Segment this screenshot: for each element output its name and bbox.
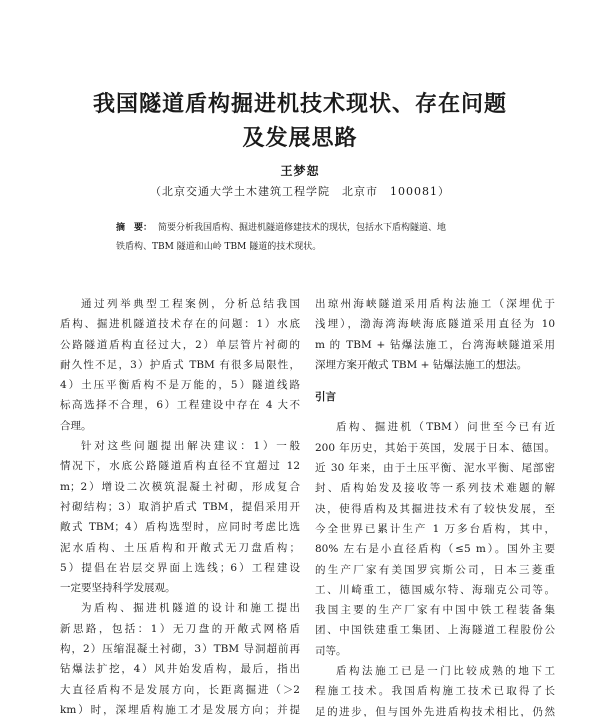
text-line: 出琼州海峡隧道采用盾构法施工（深埋优于 — [315, 298, 555, 310]
text-line: 为盾构、掘进机隧道的设计和施工提出 — [81, 602, 300, 615]
paper-title-line-1: 我国隧道盾构掘进机技术现状、存在问题 — [92, 92, 507, 117]
text-line: 大直径盾构不是发展方向，长距离掘进（＞2 — [60, 683, 300, 696]
section-heading-introduction: 引言 — [315, 391, 336, 404]
text-line: 衬砌结构；3）取消护盾式 TBM，提倡采用开 — [60, 500, 300, 513]
text-line: 200 年历史，其始于英国，发展于日本、德国。 — [315, 441, 555, 454]
right-column-continuation — [315, 294, 555, 375]
text-line: 5）提倡在岩层交界面上选线；6）工程建设 — [60, 561, 300, 574]
text-line: 盾构、掘进机（TBM）问世至今已有近 — [336, 421, 555, 434]
text-line: 80% 左右是小直径盾构（≤5 m）。国外主要 — [315, 543, 555, 556]
text-line: 盾构、掘进机隧道技术存在的问题：1）水底 — [60, 318, 300, 331]
text-line: 构，2）压缩混凝土衬砌，3）TBM 导洞超前再 — [60, 643, 300, 656]
text-line: 深埋方案开敞式 TBM + 钻爆法施工的想法。 — [315, 358, 528, 371]
text-line: 公路隧道盾构直径过大，2）单层管片衬砌的 — [60, 338, 300, 351]
text-line: 的生产厂家有美国罗宾斯公司，日本三菱重 — [315, 563, 555, 576]
left-text-column — [60, 294, 300, 717]
text-line: 盾构法施工已是一门比较成熟的地下工 — [336, 665, 555, 678]
text-line: 我国主要的生产厂家有中国中铁工程装备集 — [315, 604, 555, 617]
text-line: 泥水盾构、土压盾构和开敞式无刀盘盾构； — [60, 541, 300, 554]
text-line: 耐久性不足，3）护盾式 TBM 有很多局限性， — [60, 358, 300, 371]
text-line: 合理。 — [60, 419, 92, 432]
text-line: 封、盾构始发及接收等一系列技术难题的解 — [315, 482, 555, 495]
author-affiliation: （北京交通大学土木建筑工程学院 北京市 100081） — [150, 185, 450, 198]
text-line: km）时，深埋盾构施工才是发展方向；并提 — [60, 703, 300, 716]
text-line: 钻爆法扩挖，4）风井始发盾构，最后，指出 — [60, 663, 300, 676]
text-line: 敞式 TBM；4）盾构选型时，应同时考虑比选 — [60, 521, 300, 534]
text-line: 今全世界已累计生产 1 万多台盾构，其中， — [315, 522, 555, 535]
abstract-line-2: 铁盾构、TBM 隧道和山岭 TBM 隧道的技术现状。 — [116, 242, 322, 252]
text-line: 情况下，水底公路隧道盾构直径不宜超过 12 — [60, 460, 300, 473]
text-line: 决，使得盾构及其掘进技术有了较快发展，至 — [315, 502, 555, 515]
text-line: 通过列举典型工程案例，分析总结我国 — [81, 298, 300, 310]
author-name: 王梦恕 — [280, 164, 320, 178]
abstract-line-1 — [116, 218, 516, 238]
paper-title-line-2: 及发展思路 — [242, 126, 358, 151]
text-line: 一定要坚持科学发展观。 — [60, 582, 176, 595]
text-line: 新思路，包括：1）无刀盘的开敞式网格盾 — [60, 622, 300, 635]
text-line: m；2）增设二次模筑混凝土衬砌，形成复合 — [60, 480, 300, 493]
introduction-body — [315, 417, 555, 717]
text-line: 程施工技术。我国盾构施工技术已取得了长 — [315, 685, 555, 698]
right-text-column — [315, 294, 555, 717]
text-line: m 的 TBM + 钻爆法施工，台湾海峡隧道采用 — [315, 338, 555, 351]
text-line: 标高选择不合理，6）工程建设中存在 4 大不 — [60, 399, 300, 412]
text-line: 工、川崎重工，德国威尔特、海瑞克公司等。 — [315, 583, 555, 596]
text-line: 团、中国铁建重工集团、上海隧道工程股份公 — [315, 624, 555, 637]
text-line: 针对这些问题提出解决建议：1）一般 — [81, 440, 300, 453]
abstract-label: 摘 要： — [116, 223, 153, 233]
text-line: 司等。 — [315, 644, 347, 657]
text-line: 4）土压平衡盾构不是万能的，5）隧道线路 — [60, 379, 300, 392]
text-line: 足的进步，但与国外先进盾构技术相比，仍然 — [315, 705, 555, 717]
text-line: 浅埋），渤海湾海峡海底隧道采用直径为 10 — [315, 318, 555, 331]
text-line: 近 30 年来，由于土压平衡、泥水平衡、尾部密 — [315, 462, 555, 475]
abstract-text-1: 简要分析我国盾构、掘进机隧道修建技术的现状，包括水下盾构隧道、地 — [158, 223, 447, 233]
